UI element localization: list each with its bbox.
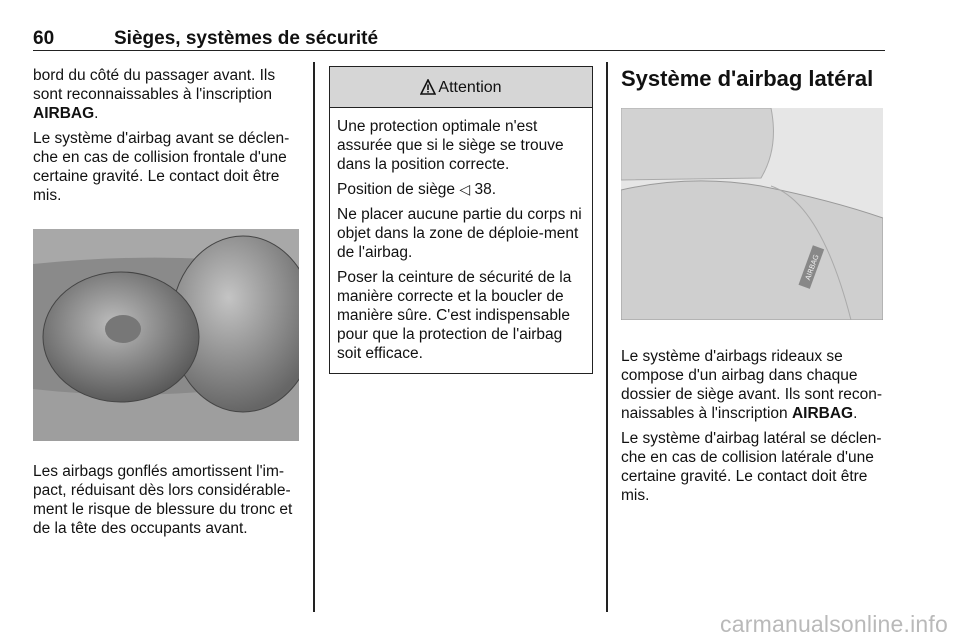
airbag-keyword: AIRBAG <box>33 105 95 122</box>
column-middle <box>329 66 593 374</box>
chapter-title: Sièges, systèmes de sécurité <box>114 28 379 49</box>
attention-body <box>330 108 592 373</box>
paragraph-curtain-airbag: Le système d'airbags rideaux se compose d'un airbag dans chaque dossier de siège avant. Ils sont recon-naissables à l'inscription AIRBAG. <box>621 348 883 422</box>
paragraph-side-airbag: Le système d'airbag latéral se déclen-che en cas de collision latérale d'une certaine gravité. Le contact doit être mis. <box>621 430 882 504</box>
side-airbag-seat-illustration <box>621 108 883 320</box>
page-header <box>33 22 885 51</box>
reference-arrow-icon: ◁ <box>459 181 471 197</box>
paragraph-airbag-label: bord du côté du passager avant. Ils sont reconnaissables à l'inscription AIRBAG. <box>33 67 276 122</box>
paragraph-front-airbag: Le système d'airbag avant se déclen-che en cas de collision frontale d'une certaine gravité. Le contact doit être mis. <box>33 130 290 204</box>
airbag-keyword-side: AIRBAG <box>791 405 854 422</box>
seat-airbag-label: AIRBAG <box>803 253 821 282</box>
column-divider-right <box>606 62 608 612</box>
column-divider-left <box>313 62 315 612</box>
front-airbags-illustration <box>33 229 299 441</box>
column-left <box>33 66 301 544</box>
page-number: 60 <box>33 28 55 49</box>
section-title: Système d'airbag latéral <box>621 66 874 91</box>
attention-p4: Poser la ceinture de sécurité de la manière correcte et la boucler de manière sûre. C'est indispensable pour que la protection de l'airbag soit efficace. <box>337 269 572 362</box>
attention-p3: Ne placer aucune partie du corps ni objet dans la zone de déploie-ment de l'airbag. <box>337 206 582 261</box>
paragraph-airbag-effect: Les airbags gonflés amortissent l'im-pact, réduisant dès lors considérable-ment le risque de blessure du tronc et de la tête des occupants avant. <box>33 463 293 537</box>
attention-p2: Position de siège ◁ 38. <box>337 181 496 198</box>
attention-header <box>330 67 592 108</box>
warning-triangle-icon <box>420 79 436 95</box>
page-reference[interactable]: 38. <box>470 181 496 198</box>
attention-box <box>329 66 593 374</box>
attention-p1: Une protection optimale n'est assurée que si le siège se trouve dans la position correcte. <box>337 118 564 173</box>
attention-title: Attention <box>438 78 502 96</box>
watermark: carmanualsonline.info <box>720 611 948 637</box>
column-right <box>621 66 889 511</box>
